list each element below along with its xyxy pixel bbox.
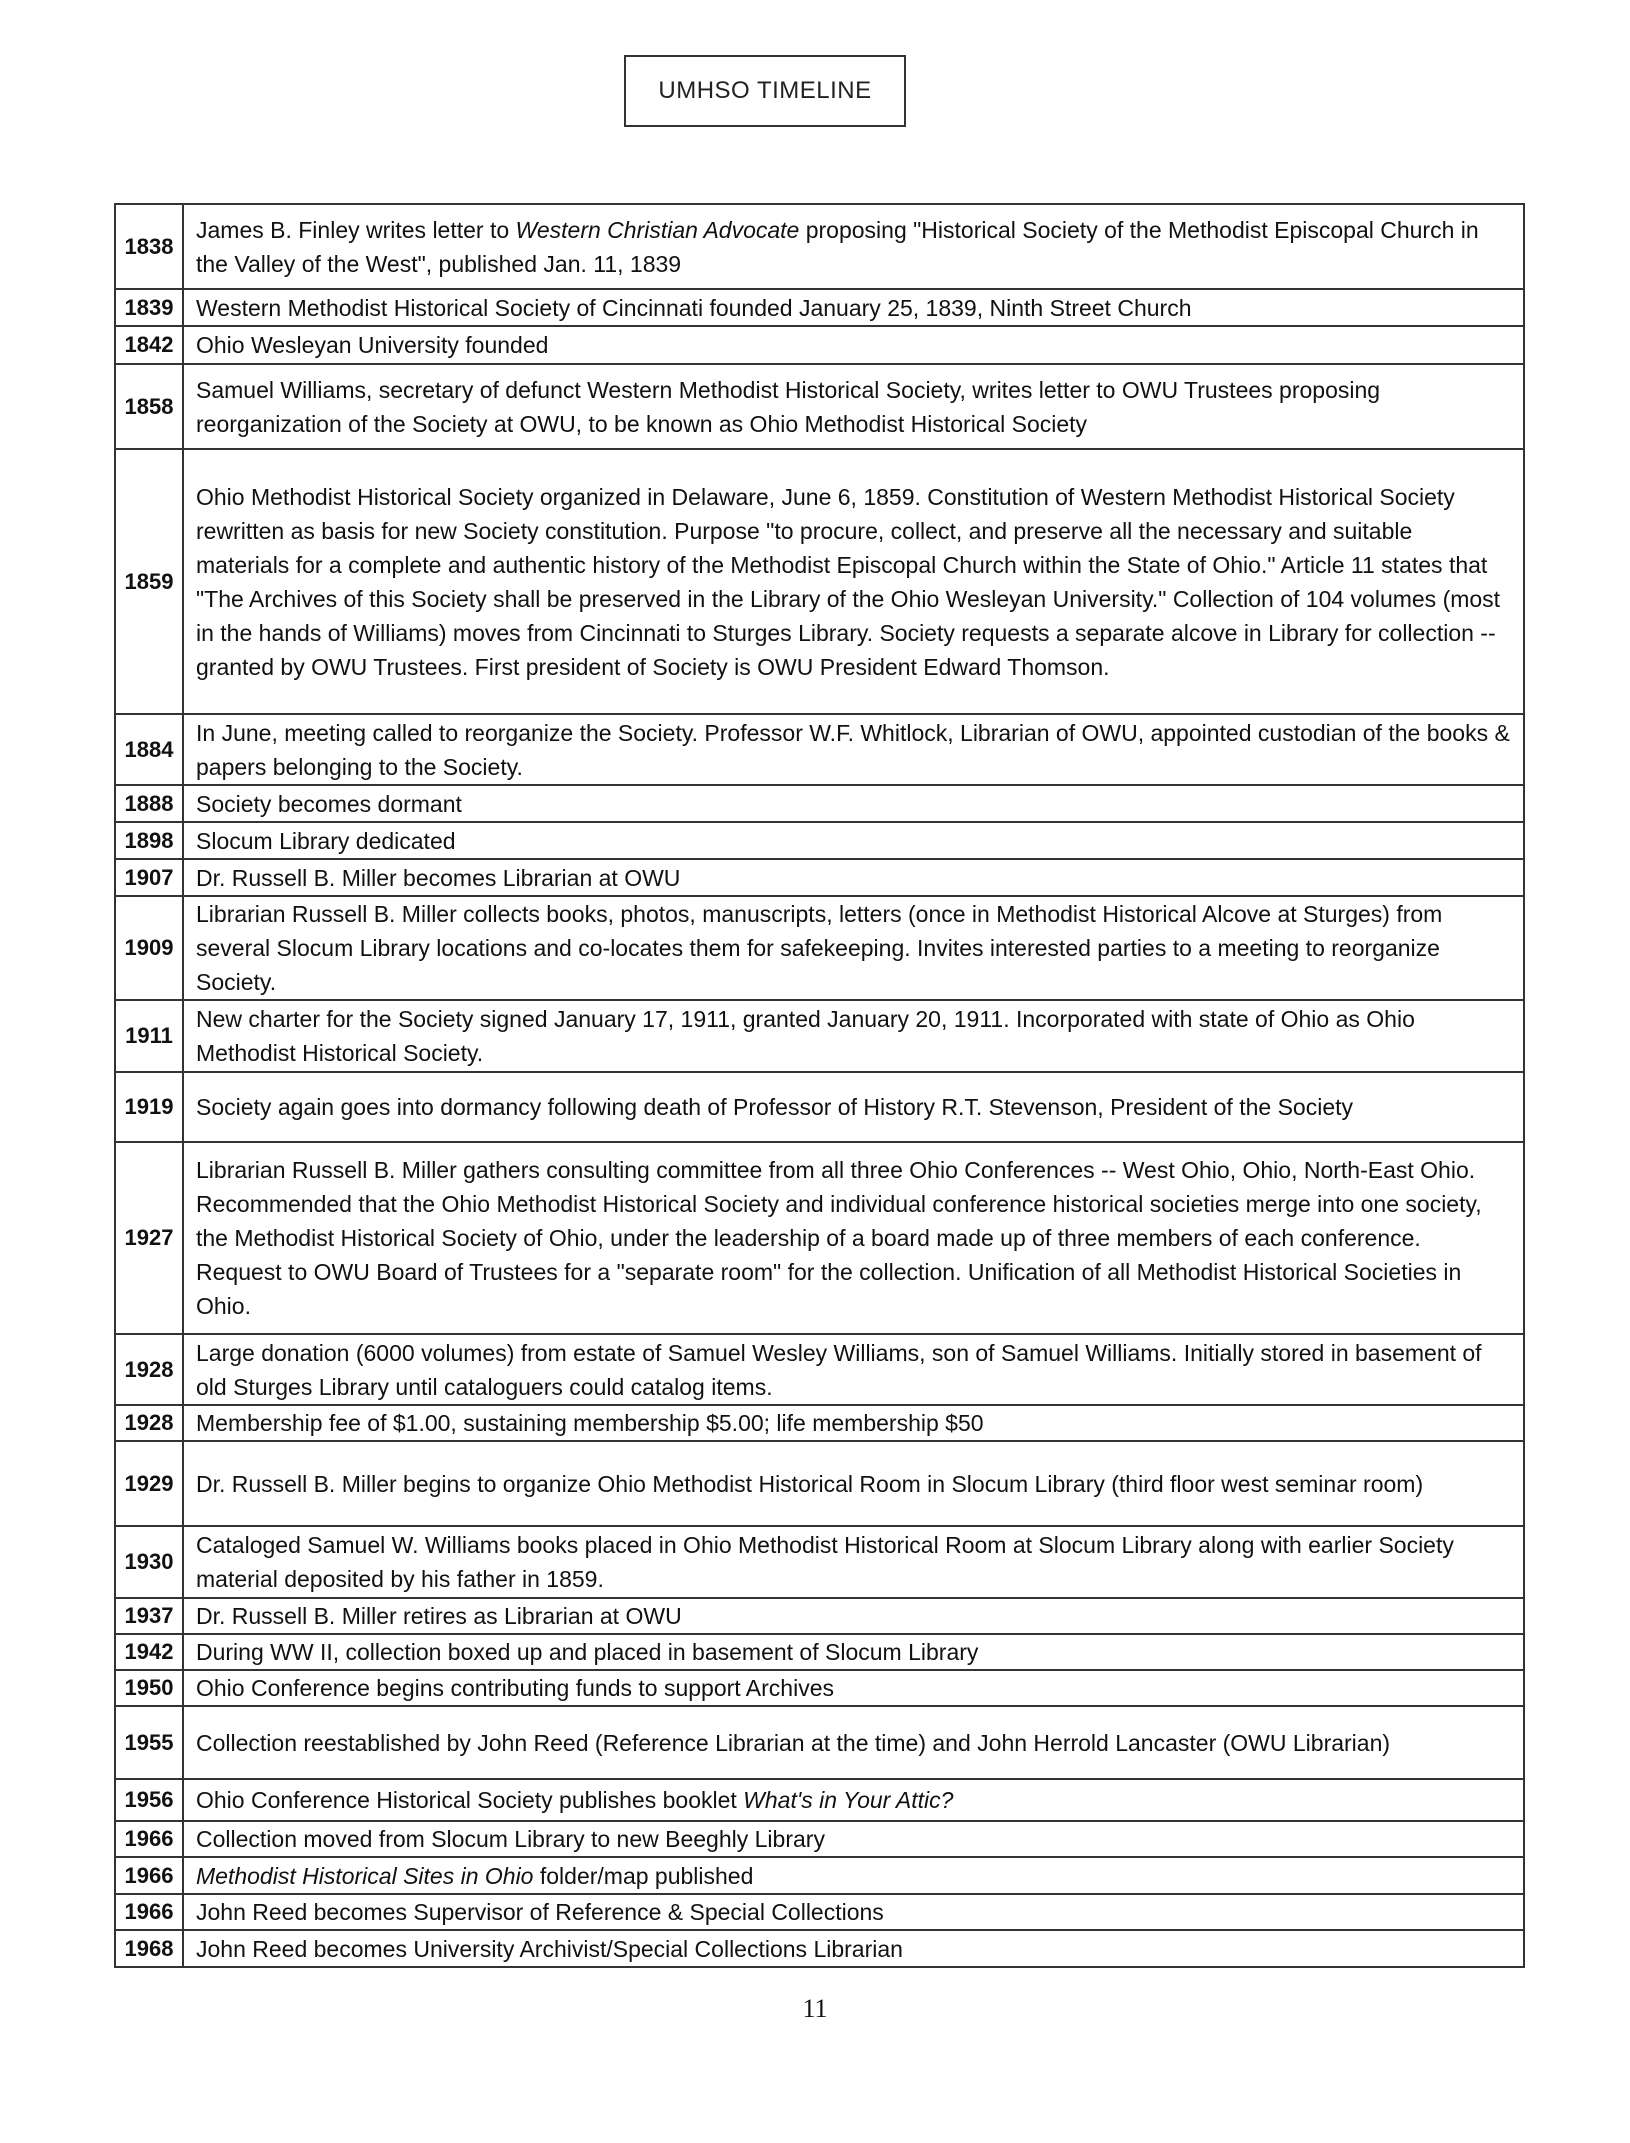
event-text: Slocum Library dedicated <box>196 827 456 854</box>
event-text: Librarian Russell B. Miller gathers consulting committee from all three Ohio Conferences -- West Ohio, Ohio, North-East Ohio. Recommended that the Ohio Methodist Historical Society and individual conference historical societies merge into one society, the Methodist Historical Society of Ohio, under the leadership of a board made up of three members of each conference. Request to OWU Board of Trustees for a "separate room" for the collection. Unification of all Methodist Historical Societies in Ohio. <box>196 1157 1482 1319</box>
timeline-row <box>115 1334 1524 1405</box>
timeline-row <box>115 204 1524 289</box>
timeline-event <box>183 1821 1524 1857</box>
timeline-row <box>115 822 1524 859</box>
event-text: Dr. Russell B. Miller becomes Librarian at OWU <box>196 864 681 891</box>
timeline-year: 1955 <box>115 1706 183 1779</box>
timeline-row <box>115 1779 1524 1821</box>
timeline-year: 1859 <box>115 449 183 714</box>
timeline-row <box>115 1072 1524 1142</box>
timeline-event <box>183 1526 1524 1598</box>
event-text: Dr. Russell B. Miller begins to organize Ohio Methodist Historical Room in Slocum Library (third floor west seminar room) <box>196 1470 1424 1497</box>
timeline-row <box>115 1405 1524 1441</box>
timeline-year: 1898 <box>115 822 183 859</box>
timeline-year: 1909 <box>115 896 183 1000</box>
timeline-table <box>114 203 1525 1968</box>
event-text: Society becomes dormant <box>196 790 462 817</box>
event-text: Samuel Williams, secretary of defunct Western Methodist Historical Society, writes letter to OWU Trustees proposing reorganization of the Society at OWU, to be known as Ohio Methodist Historical Society <box>196 376 1381 437</box>
timeline-year: 1930 <box>115 1526 183 1598</box>
timeline-row <box>115 1894 1524 1930</box>
event-text: Collection reestablished by John Reed (Reference Librarian at the time) and John Herrold Lancaster (OWU Librarian) <box>196 1729 1391 1756</box>
timeline-year: 1839 <box>115 289 183 326</box>
timeline-row <box>115 1000 1524 1072</box>
timeline-event <box>183 1598 1524 1634</box>
event-text: Ohio Conference begins contributing funds to support Archives <box>196 1675 834 1701</box>
timeline-event <box>183 859 1524 896</box>
timeline-row <box>115 1706 1524 1779</box>
timeline-row <box>115 1634 1524 1670</box>
event-text: Western Methodist Historical Society of Cincinnati founded January 25, 1839, Ninth Street Church <box>196 294 1192 321</box>
event-text: Cataloged Samuel W. Williams books placed in Ohio Methodist Historical Room at Slocum Library along with earlier Society material deposited by his father in 1859. <box>196 1532 1454 1592</box>
timeline-year: 1966 <box>115 1894 183 1930</box>
timeline-row <box>115 1526 1524 1598</box>
event-text: New charter for the Society signed January 17, 1911, granted January 20, 1911. Incorporated with state of Ohio as Ohio Methodist Historical Society. <box>196 1006 1415 1066</box>
timeline-event <box>183 1779 1524 1821</box>
event-text: John Reed becomes Supervisor of Reference & Special Collections <box>196 1899 884 1925</box>
timeline-event <box>183 1670 1524 1706</box>
timeline-row <box>115 785 1524 822</box>
timeline-event <box>183 785 1524 822</box>
timeline-year: 1858 <box>115 364 183 449</box>
timeline-row <box>115 364 1524 449</box>
event-text: Ohio Conference Historical Society publishes booklet <box>196 1787 744 1813</box>
timeline-event <box>183 1857 1524 1894</box>
timeline-year: 1888 <box>115 785 183 822</box>
timeline-year: 1907 <box>115 859 183 896</box>
timeline-event <box>183 1706 1524 1779</box>
page-title: UMHSO TIMELINE <box>624 55 906 127</box>
timeline-year: 1884 <box>115 714 183 785</box>
timeline-event <box>183 896 1524 1000</box>
event-text: James B. Finley writes letter to <box>196 216 516 243</box>
timeline-event <box>183 1142 1524 1334</box>
timeline-row <box>115 326 1524 364</box>
event-text: Ohio Methodist Historical Society organized in Delaware, June 6, 1859. Constitution of Western Methodist Historical Society rewritten as basis for new Society constitution. Purpose "to procure, collect, and preserve all the necessary and suitable materials for a complete and authentic history of the Methodist Episcopal Church within the State of Ohio." Article 11 states that "The Archives of this Society shall be preserved in the Library of the Ohio Wesleyan University." Collection of 104 volumes (most in the hands of Williams) moves from Cincinnati to Sturges Library. Society requests a separate alcove in Library for collection -- granted by OWU Trustees. First president of Society is OWU President Edward Thomson. <box>196 483 1501 680</box>
timeline-event <box>183 1634 1524 1670</box>
event-title-italic: Methodist Historical Sites in Ohio <box>196 1862 534 1889</box>
event-text: During WW II, collection boxed up and placed in basement of Slocum Library <box>196 1639 979 1665</box>
timeline-event <box>183 822 1524 859</box>
event-text: Membership fee of $1.00, sustaining membership $5.00; life membership $50 <box>196 1410 984 1436</box>
event-text: Ohio Wesleyan University founded <box>196 332 549 358</box>
timeline-year: 1968 <box>115 1930 183 1967</box>
timeline-year: 1928 <box>115 1334 183 1405</box>
timeline-event <box>183 1334 1524 1405</box>
event-text-continued: folder/map published <box>533 1862 754 1889</box>
timeline-year: 1956 <box>115 1779 183 1821</box>
timeline-event <box>183 1405 1524 1441</box>
timeline-event <box>183 289 1524 326</box>
timeline-year: 1942 <box>115 1634 183 1670</box>
timeline-year: 1928 <box>115 1405 183 1441</box>
event-text: In June, meeting called to reorganize the Society. Professor W.F. Whitlock, Librarian of OWU, appointed custodian of the books & papers belonging to the Society. <box>196 719 1510 780</box>
event-text: Dr. Russell B. Miller retires as Librarian at OWU <box>196 1603 682 1629</box>
timeline-event <box>183 326 1524 364</box>
timeline-row <box>115 859 1524 896</box>
event-text: Large donation (6000 volumes) from estate of Samuel Wesley Williams, son of Samuel Williams. Initially stored in basement of old Sturges Library until cataloguers could catalog items. <box>196 1339 1482 1400</box>
timeline-event <box>183 1072 1524 1142</box>
timeline-row <box>115 714 1524 785</box>
timeline-event <box>183 714 1524 785</box>
timeline-year: 1966 <box>115 1857 183 1894</box>
event-text: John Reed becomes University Archivist/Special Collections Librarian <box>196 1935 903 1962</box>
timeline-row <box>115 896 1524 1000</box>
event-text-continued: proposing "Historical Society of the Methodist Episcopal Church in the Valley of the West", published Jan. 11, 1839 <box>196 216 1479 277</box>
timeline-year: 1911 <box>115 1000 183 1072</box>
timeline-year: 1927 <box>115 1142 183 1334</box>
timeline-body <box>115 204 1524 1967</box>
event-title-italic: Western Christian Advocate <box>515 216 800 243</box>
timeline-year: 1838 <box>115 204 183 289</box>
timeline-event <box>183 1930 1524 1967</box>
timeline-row <box>115 449 1524 714</box>
page-number: 11 <box>802 1994 828 2023</box>
timeline-event <box>183 1894 1524 1930</box>
event-title-italic: What's in Your Attic? <box>743 1787 954 1813</box>
timeline-row <box>115 1930 1524 1967</box>
timeline-event <box>183 449 1524 714</box>
timeline-year: 1937 <box>115 1598 183 1634</box>
timeline-event <box>183 364 1524 449</box>
timeline-year: 1929 <box>115 1441 183 1526</box>
timeline-event <box>183 1441 1524 1526</box>
timeline-row <box>115 1821 1524 1857</box>
timeline-year: 1842 <box>115 326 183 364</box>
timeline-row <box>115 1598 1524 1634</box>
timeline-year: 1919 <box>115 1072 183 1142</box>
timeline-row <box>115 1441 1524 1526</box>
timeline-event <box>183 1000 1524 1072</box>
timeline-year: 1966 <box>115 1821 183 1857</box>
event-text: Librarian Russell B. Miller collects books, photos, manuscripts, letters (once in Methodist Historical Alcove at Sturges) from several Slocum Library locations and co-locates them for safekeeping. Invites interested parties to a meeting to reorganize Society. <box>196 901 1443 995</box>
timeline-event <box>183 204 1524 289</box>
timeline-row <box>115 1670 1524 1706</box>
timeline-year: 1950 <box>115 1670 183 1706</box>
event-text: Society again goes into dormancy following death of Professor of History R.T. Stevenson, President of the Society <box>196 1094 1353 1120</box>
timeline-row <box>115 1857 1524 1894</box>
timeline-row <box>115 1142 1524 1334</box>
timeline-row <box>115 289 1524 326</box>
event-text: Collection moved from Slocum Library to new Beeghly Library <box>196 1826 825 1852</box>
